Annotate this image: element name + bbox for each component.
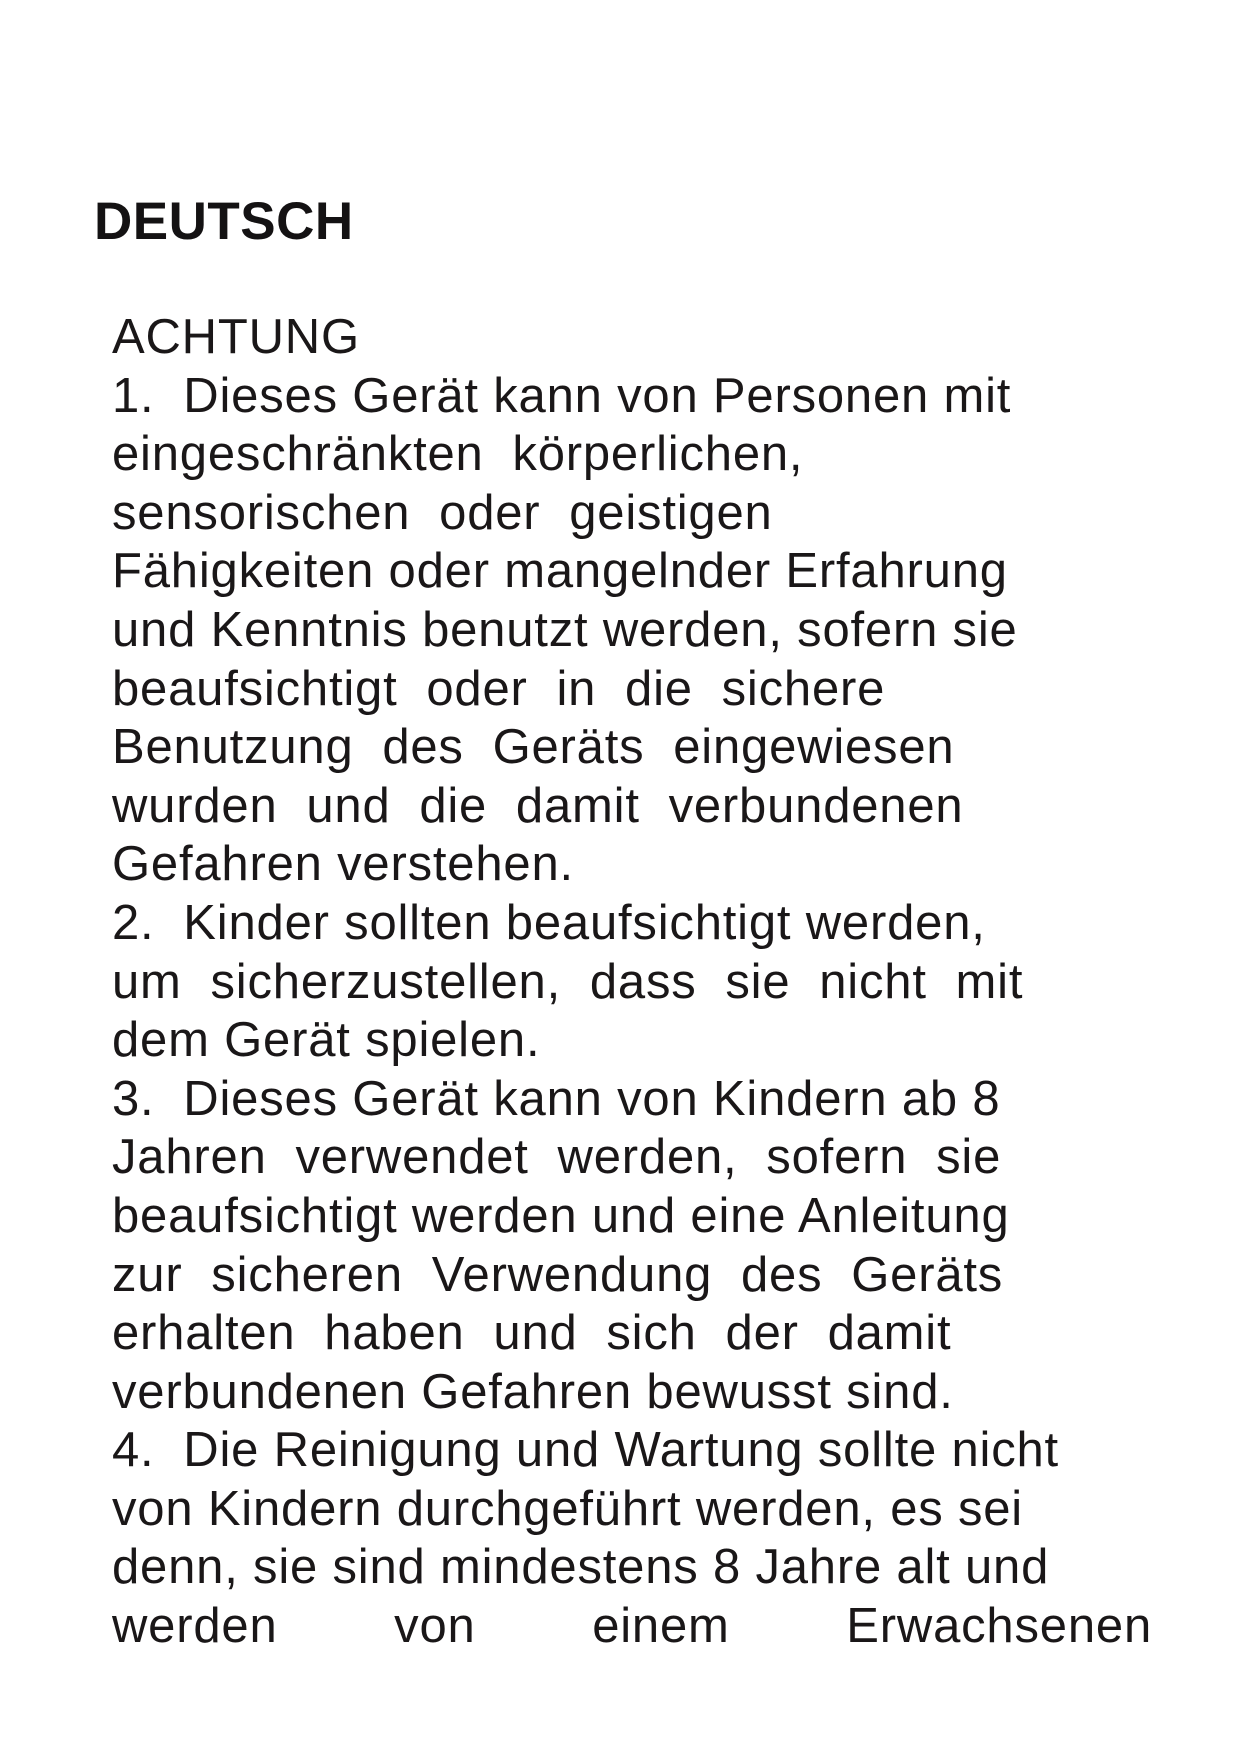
text-line: wurden und die damit verbundenen [112,778,964,833]
text-line: sensorischen oder geistigen [112,485,773,540]
text-line: beaufsichtigt werden und eine Anleitung [112,1188,1010,1243]
text-line: verbundenen Gefahren bewusst sind. [112,1364,954,1419]
text-line: werden von einem Erwachsenen [112,1599,1152,1654]
text-line: Jahren verwendet werden, sofern sie [112,1130,1002,1185]
text-line: und Kenntnis benutzt werden, sofern sie [112,602,1018,657]
text-line: um sicherzustellen, dass sie nicht mit [112,954,1024,1009]
text-line: zur sicheren Verwendung des Geräts [112,1247,1004,1302]
text-line: 4. Die Reinigung und Wartung sollte nicht [112,1423,1059,1478]
text-line: denn, sie sind mindestens 8 Jahre alt und [112,1540,1050,1595]
text-line: 3. Dieses Gerät kann von Kindern ab 8 [112,1071,1001,1126]
text-line: Gefahren verstehen. [112,837,574,892]
language-heading: DEUTSCH [94,192,354,251]
text-line: eingeschränkten körperlichen, [112,427,804,482]
warning-section [112,308,1152,1656]
text-line: beaufsichtigt oder in die sichere [112,661,886,716]
text-line: von Kindern durchgeführt werden, es sei [112,1481,1023,1536]
text-line: Benutzung des Geräts eingewiesen [112,720,955,775]
text-line: dem Gerät spielen. [112,1013,541,1068]
text-line: 1. Dieses Gerät kann von Personen mit [112,368,1012,423]
text-line: erhalten haben und sich der damit [112,1306,952,1361]
text-line: 2. Kinder sollten beaufsichtigt werden, [112,895,986,950]
text-line: Fähigkeiten oder mangelnder Erfahrung [112,544,1008,599]
warning-title: ACHTUNG [112,310,360,364]
